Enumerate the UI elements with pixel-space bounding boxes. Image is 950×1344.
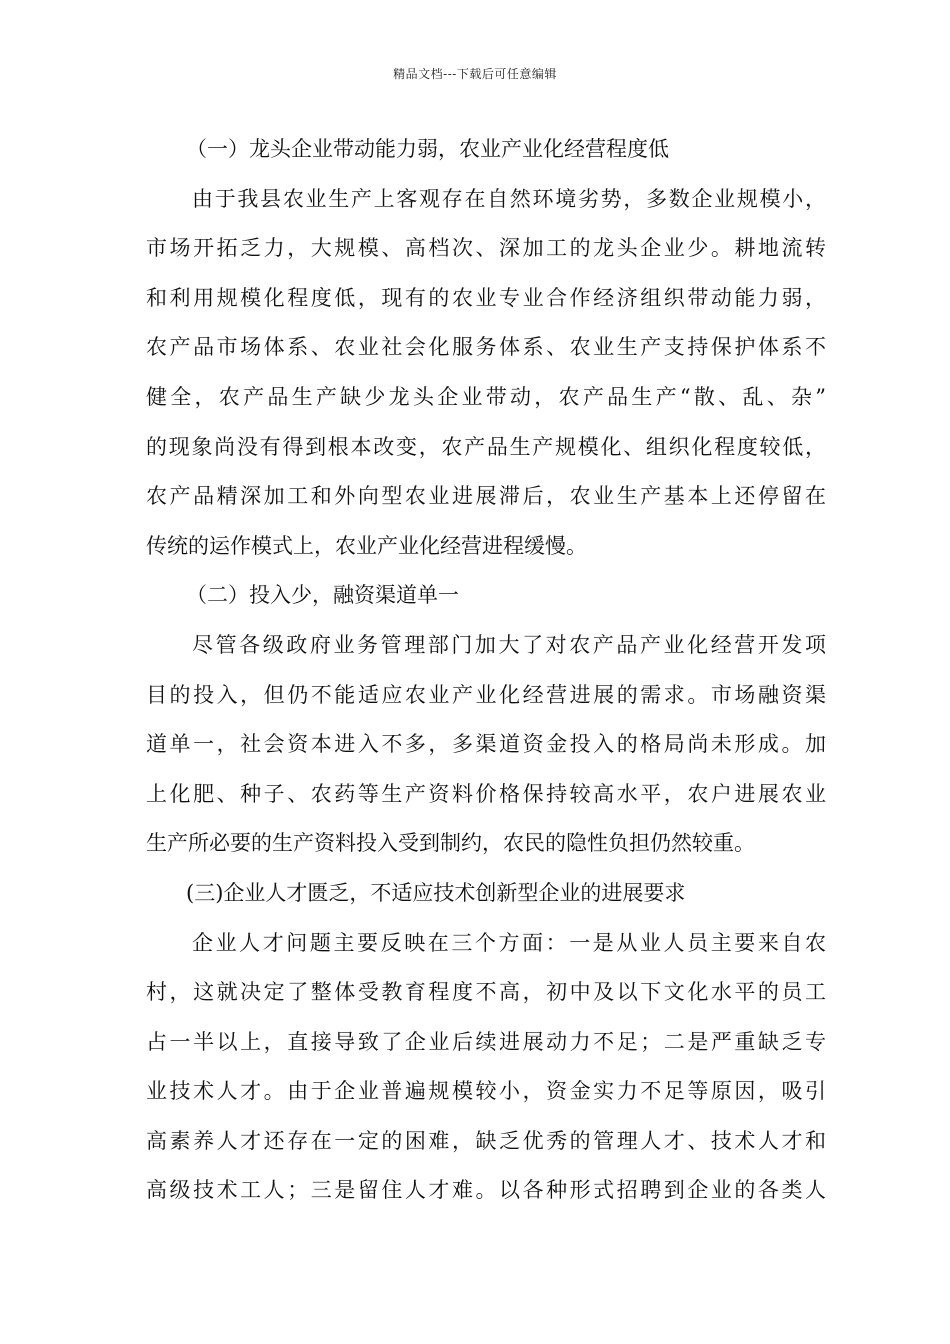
paragraph-line: 村，这就决定了整体受教育程度不高，初中及以下文化水平的员工 [146,980,826,1005]
paragraph-line: 生产所必要的生产资料投入受到制约，农民的隐性负担仍然较重。 [146,831,755,856]
paragraph-line: 健全，农产品生产缺少龙头企业带动，农产品生产“散、乱、杂” [146,384,826,409]
paragraph-line: 由于我县农业生产上客观存在自然环境劣势，多数企业规模小， [192,186,826,211]
paragraph-line: 上化肥、种子、农药等生产资料价格保持较高水平，农户进展农业 [146,781,826,806]
paragraph-line: 高级技术工人；三是留住人才难。以各种形式招聘到企业的各类人 [146,1178,826,1203]
paragraph-line: 农产品市场体系、农业社会化服务体系、农业生产支持保护体系不 [146,335,826,360]
paragraph-line: 尽管各级政府业务管理部门加大了对农产品产业化经营开发项 [192,632,826,657]
document-body [146,125,826,1216]
paragraph-line: 市场开拓乏力，大规模、高档次、深加工的龙头企业少。耕地流转 [146,236,826,261]
paragraph-line: 的现象尚没有得到根本改变，农产品生产规模化、组织化程度较低， [146,434,826,459]
paragraph-line: 高素养人才还存在一定的困难，缺乏优秀的管理人才、技术人才和 [146,1128,826,1153]
paragraph-line: 业技术人才。由于企业普遍规模较小，资金实力不足等原因，吸引 [146,1079,826,1104]
paragraph-line: 目的投入，但仍不能适应农业产业化经营进展的需求。市场融资渠 [146,682,826,707]
paragraph-line: 占一半以上，直接导致了企业后续进展动力不足；二是严重缺乏专 [146,1029,826,1054]
section-heading-2: （二）投入少，融资渠道单一 [186,583,459,608]
paragraph-line: 和利用规模化程度低，现有的农业专业合作经济组织带动能力弱， [146,285,826,310]
section-heading-3: (三)企业人才匮乏，不适应技术创新型企业的进展要求 [186,880,686,905]
page-header: 精品文档---下载后可任意编辑 [393,67,557,81]
paragraph-line: 企业人才问题主要反映在三个方面：一是从业人员主要来自农 [192,930,826,955]
section-heading-1: （一）龙头企业带动能力弱，农业产业化经营程度低 [186,137,669,161]
paragraph-line: 农产品精深加工和外向型农业进展滞后，农业生产基本上还停留在 [146,484,826,509]
paragraph-line: 道单一，社会资本进入不多，多渠道资金投入的格局尚未形成。加 [146,732,826,757]
paragraph-line: 传统的运作模式上，农业产业化经营进程缓慢。 [146,533,587,558]
